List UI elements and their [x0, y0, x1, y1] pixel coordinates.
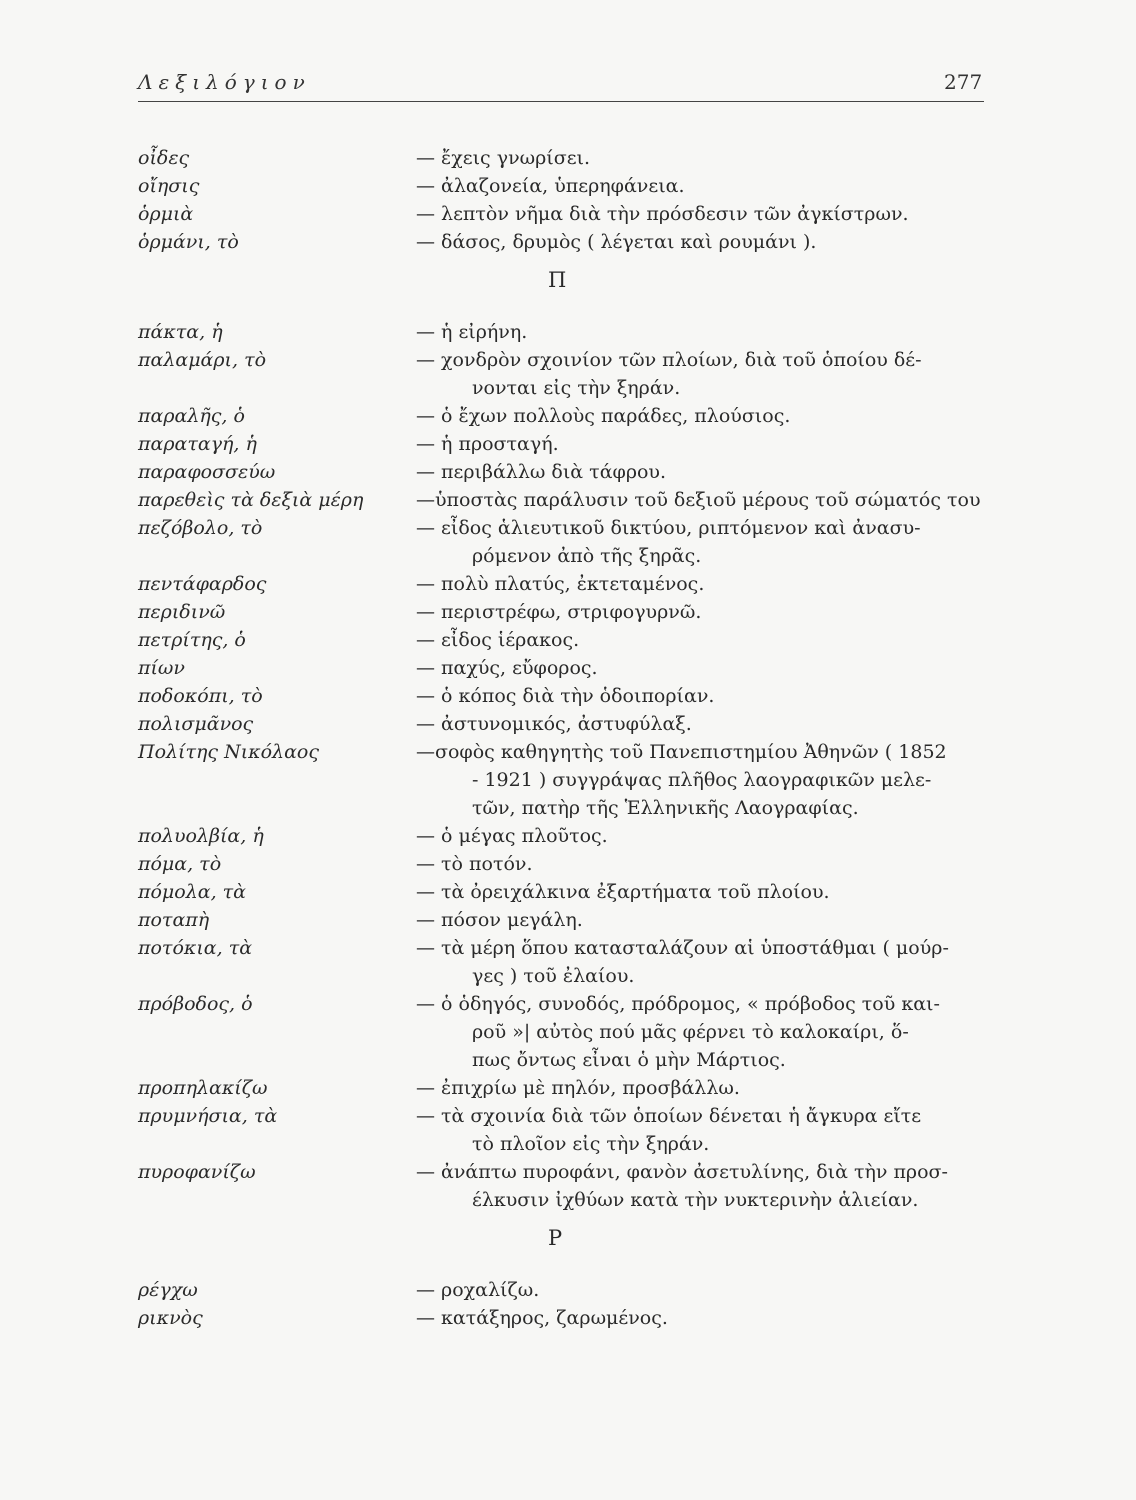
entry-definition: [416, 570, 988, 598]
entry-term: πεντάφαρδος: [138, 573, 267, 595]
entry-definition: [416, 1158, 988, 1214]
entry-term: παραλῆς, ὁ: [138, 405, 245, 427]
glossary-entry: [138, 990, 988, 1074]
glossary-entry: [138, 878, 988, 906]
definition-line: — εἶδος ἁλιευτικοῦ δικτύου, ριπτόμενον καὶ ἀνασυ-: [416, 517, 921, 539]
entry-term: πετρίτης, ὁ: [138, 629, 246, 651]
definition-line: — ὁ κόπος διὰ τὴν ὁδοιπορίαν.: [416, 685, 715, 707]
entry-term: οἴησις: [138, 175, 200, 197]
entry-term: παρεθεὶς τὰ δεξιὰ μέρη: [138, 489, 364, 511]
entry-definition: [416, 626, 988, 654]
entry-definition: [416, 738, 988, 822]
entry-term: προπηλακίζω: [138, 1077, 268, 1099]
entry-term: ρέγχω: [138, 1279, 198, 1301]
definition-line: — περιστρέφω, στριφογυρνῶ.: [416, 601, 702, 623]
definition-line: — ἡ προσταγή.: [416, 433, 559, 455]
entry-term: ποτόκια, τὰ: [138, 937, 253, 959]
glossary-entry: [138, 144, 988, 172]
entry-definition: [416, 710, 988, 738]
glossary-entry: [138, 738, 988, 822]
definition-line: — ροχαλίζω.: [416, 1279, 540, 1301]
glossary-entry: [138, 402, 988, 430]
entry-definition: [416, 200, 988, 228]
entry-definition: [416, 228, 988, 256]
definition-line: — παχύς, εὔφορος.: [416, 657, 598, 679]
glossary-entry: [138, 598, 988, 626]
glossary-entry: [138, 430, 988, 458]
glossary-entry: [138, 906, 988, 934]
definition-line: πως ὄντως εἶναι ὁ μὴν Μάρτιος.: [472, 1049, 786, 1071]
entry-term: πίων: [138, 657, 185, 679]
entry-definition: [416, 598, 988, 626]
entry-definition: [416, 402, 988, 430]
entry-term: πρυμνήσια, τὰ: [138, 1105, 278, 1127]
section-letter: Ρ: [548, 1226, 563, 1250]
entry-term: περιδινῶ: [138, 601, 226, 623]
definition-line: — ἔχεις γνωρίσει.: [416, 147, 591, 169]
header-rule: [138, 101, 984, 102]
definition-line: — εἶδος ἱέρακος.: [416, 629, 580, 651]
entry-term: ὁρμάνι, τὸ: [138, 231, 239, 253]
definition-line: — ἀλαζονεία, ὑπερηφάνεια.: [416, 175, 685, 197]
section-heading: [138, 256, 988, 318]
entry-definition: [416, 1102, 988, 1158]
definition-line: — ἀνάπτω πυροφάνι, φανὸν ἀσετυλίνης, διὰ τὴν προσ-: [416, 1161, 948, 1183]
glossary-entry: [138, 822, 988, 850]
entry-term: οἶδες: [138, 147, 190, 169]
entry-term: Πολίτης Νικόλαος: [138, 741, 320, 763]
glossary-entry: [138, 850, 988, 878]
entry-term: πάκτα, ἡ: [138, 321, 223, 343]
definition-line: έλκυσιν ἰχθύων κατὰ τὴν νυκτερινὴν ἁλιείαν.: [472, 1189, 919, 1211]
glossary-entry: [138, 710, 988, 738]
definition-line: τὸ πλοῖον εἰς τὴν ξηράν.: [472, 1133, 710, 1155]
entry-definition: [416, 654, 988, 682]
entry-term: πρόβοδος, ὁ: [138, 993, 253, 1015]
page-number: 277: [944, 70, 983, 94]
definition-line: ροῦ »| αὐτὸς πού μᾶς φέρνει τὸ καλοκαίρι, ὅ-: [472, 1021, 909, 1043]
entry-term: παραφοσσεύω: [138, 461, 276, 483]
glossary-entry: [138, 570, 988, 598]
entry-definition: [416, 934, 988, 990]
glossary-entry: [138, 200, 988, 228]
entry-term: πόμα, τὸ: [138, 853, 222, 875]
glossary-entry: [138, 514, 988, 570]
definition-line: — τὸ ποτόν.: [416, 853, 533, 875]
entry-term: πεζόβολο, τὸ: [138, 517, 263, 539]
section-letter: Π: [548, 268, 567, 292]
glossary-entry: [138, 486, 988, 514]
definition-line: — ὁ ἔχων πολλοὺς παράδες, πλούσιος.: [416, 405, 791, 427]
definition-line: ρόμενον ἀπὸ τῆς ξηρᾶς.: [472, 545, 702, 567]
entry-term: ὁρμιὰ: [138, 203, 194, 225]
definition-line: — ἀστυνομικός, ἀστυφύλαξ.: [416, 713, 692, 735]
entry-definition: [416, 822, 988, 850]
glossary-entry: [138, 1074, 988, 1102]
definition-line: γες ) τοῦ ἐλαίου.: [472, 965, 635, 987]
entry-definition: [416, 906, 988, 934]
glossary-entry: [138, 228, 988, 256]
entry-definition: [416, 1276, 988, 1304]
entry-definition: [416, 850, 988, 878]
entry-term: παραταγή, ἡ: [138, 433, 257, 455]
definition-line: — δάσος, δρυμὸς ( λέγεται καὶ ρουμάνι ).: [416, 231, 817, 253]
entry-definition: [416, 318, 988, 346]
definition-line: — ὁ ὁδηγός, συνοδός, πρόδρομος, « πρόβοδος τοῦ και-: [416, 993, 940, 1015]
definition-line: τῶν, πατὴρ τῆς Ἑλληνικῆς Λαογραφίας.: [472, 797, 859, 819]
running-title: Λεξιλόγιον: [138, 70, 311, 94]
entry-definition: [416, 514, 988, 570]
definition-line: —ὑποστὰς παράλυσιν τοῦ δεξιοῦ μέρους τοῦ σώματός του: [416, 489, 981, 511]
definition-line: — χονδρὸν σχοινίον τῶν πλοίων, διὰ τοῦ ὁποίου δέ-: [416, 349, 922, 371]
definition-line: — περιβάλλω διὰ τάφρου.: [416, 461, 667, 483]
definition-line: — πόσον μεγάλη.: [416, 909, 583, 931]
entry-definition: [416, 990, 988, 1074]
glossary-entry: [138, 1304, 988, 1332]
entry-definition: [416, 1304, 988, 1332]
entry-term: πυροφανίζω: [138, 1161, 256, 1183]
entry-definition: [416, 682, 988, 710]
definition-line: - 1921 ) συγγράψας πλῆθος λαογραφικῶν μελε-: [472, 769, 932, 791]
entry-definition: [416, 878, 988, 906]
definition-line: νονται εἰς τὴν ξηράν.: [472, 377, 681, 399]
entry-term: ποταπὴ: [138, 909, 210, 931]
definition-line: —σοφὸς καθηγητὴς τοῦ Πανεπιστημίου Ἀθηνῶν ( 1852: [416, 741, 947, 763]
glossary-entries: [138, 144, 988, 1332]
entry-term: πολυολβία, ἡ: [138, 825, 264, 847]
entry-term: ποδοκόπι, τὸ: [138, 685, 263, 707]
glossary-entry: [138, 654, 988, 682]
glossary-entry: [138, 346, 988, 402]
entry-term: πόμολα, τὰ: [138, 881, 247, 903]
entry-definition: [416, 1074, 988, 1102]
glossary-entry: [138, 682, 988, 710]
glossary-entry: [138, 458, 988, 486]
definition-line: — πολὺ πλατύς, ἐκτεταμένος.: [416, 573, 705, 595]
definition-line: — τὰ μέρη ὅπου κατασταλάζουν αἱ ὑποστάθμαι ( μούρ-: [416, 937, 949, 959]
entry-definition: [416, 458, 988, 486]
glossary-entry: [138, 172, 988, 200]
glossary-entry: [138, 626, 988, 654]
entry-term: παλαμάρι, τὸ: [138, 349, 267, 371]
glossary-entry: [138, 934, 988, 990]
glossary-entry: [138, 318, 988, 346]
entry-definition: [416, 172, 988, 200]
entry-definition: [416, 144, 988, 172]
entry-definition: [416, 346, 988, 402]
glossary-entry: [138, 1158, 988, 1214]
definition-line: — ὁ μέγας πλοῦτος.: [416, 825, 608, 847]
definition-line: — τὰ ὀρειχάλκινα ἐξαρτήματα τοῦ πλοίου.: [416, 881, 830, 903]
glossary-entry: [138, 1276, 988, 1304]
definition-line: — λεπτὸν νῆμα διὰ τὴν πρόσδεσιν τῶν ἀγκίστρων.: [416, 203, 909, 225]
definition-line: — ἡ εἰρήνη.: [416, 321, 528, 343]
entry-definition: [416, 430, 988, 458]
entry-term: πολισμᾶνος: [138, 713, 254, 735]
definition-line: — τὰ σχοινία διὰ τῶν ὁποίων δένεται ἡ ἄγκυρα εἴτε: [416, 1105, 922, 1127]
section-heading: [138, 1214, 988, 1276]
definition-line: — κατάξηρος, ζαρωμένος.: [416, 1307, 668, 1329]
glossary-entry: [138, 1102, 988, 1158]
definition-line: — ἐπιχρίω μὲ πηλόν, προσβάλλω.: [416, 1077, 740, 1099]
entry-term: ρικνὸς: [138, 1307, 203, 1329]
entry-definition: [416, 486, 988, 514]
